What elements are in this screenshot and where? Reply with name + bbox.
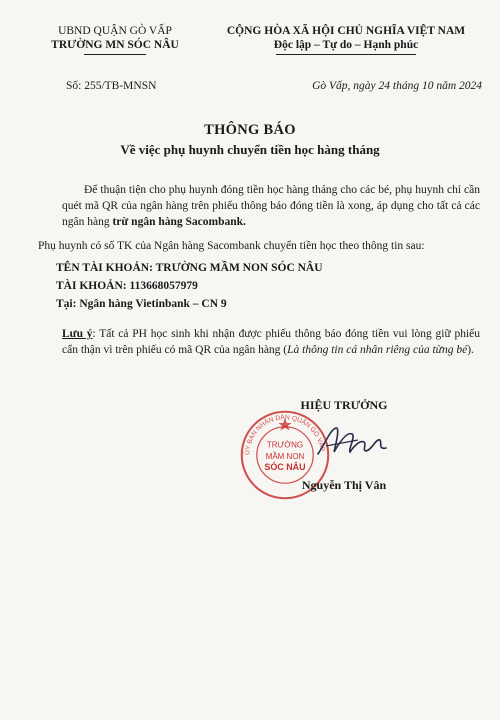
note-paragraph xyxy=(62,326,480,358)
account-number-value: 113668057979 xyxy=(129,280,198,292)
note-text: : Tất cả PH học sinh khi nhận được phiếu thông báo đóng tiền vui lòng giữ phiếu cẩn thận vì trên phiếu có mã QR của ngân hàng ( xyxy=(62,328,480,356)
handwritten-signature xyxy=(312,420,392,464)
note-end: ). xyxy=(467,344,474,356)
document-title: THÔNG BÁO xyxy=(204,122,296,138)
note-label: Lưu ý xyxy=(62,328,93,340)
place-date: Gò Vấp, ngày 24 tháng 10 năm 2024 xyxy=(312,80,482,92)
note-italic: Là thông tin cá nhân riêng của từng bé xyxy=(287,344,468,356)
instruction-paragraph: Phụ huynh có số TK của Ngân hàng Sacombank chuyển tiền học theo thông tin sau: xyxy=(38,240,425,252)
bank-line xyxy=(56,298,227,310)
issuer-block xyxy=(30,24,200,55)
intro-paragraph xyxy=(62,182,480,230)
reference-number: Số: 255/TB-MNSN xyxy=(66,80,157,92)
stamp-ring-text: ỦY BAN NHÂN DÂN QUẬN GÒ VẤP xyxy=(244,414,326,456)
signer-name: Nguyễn Thị Vân xyxy=(301,478,387,492)
republic-name: CỘNG HÒA XÃ HỘI CHỦ NGHĨA VIỆT NAM xyxy=(226,25,466,37)
bank-label: Tại: xyxy=(56,298,77,310)
school-name: TRƯỜNG MN SÓC NÂU xyxy=(51,39,179,51)
account-name-line xyxy=(56,262,323,274)
intro-exception: trừ ngân hàng Sacombank. xyxy=(112,216,246,228)
account-number-line xyxy=(56,280,198,292)
stamp-line-1: TRƯỜNG xyxy=(266,440,304,450)
national-motto: Độc lập – Tự do – Hạnh phúc xyxy=(273,39,419,51)
national-header xyxy=(212,24,480,55)
account-name-value: TRƯỜNG MẦM NON SÓC NÂU xyxy=(155,262,323,274)
intro-text: Để thuận tiện cho phụ huynh đóng tiền học hàng tháng cho các bé, phụ huynh chỉ cần quét mã QR của ngân hàng trên phiếu thông báo đóng tiền là xong, áp dụng cho tất cả các ngân hàng xyxy=(62,184,480,228)
issuer-underline xyxy=(84,54,146,55)
stamp-line-3: SÓC NÂU xyxy=(264,462,306,473)
motto-underline xyxy=(276,54,416,55)
document-subtitle: Về việc phụ huynh chuyển tiền học hàng tháng xyxy=(120,142,380,157)
bank-value: Ngân hàng Vietinbank – CN 9 xyxy=(79,298,227,310)
account-number-label: TÀI KHOẢN: xyxy=(56,280,127,292)
agency-name: UBND QUẬN GÒ VẤP xyxy=(58,25,172,37)
stamp-line-2: MẦM NON xyxy=(265,451,305,461)
signer-title: HIỆU TRƯỞNG xyxy=(300,398,388,412)
account-name-label: TÊN TÀI KHOẢN: xyxy=(56,262,153,274)
